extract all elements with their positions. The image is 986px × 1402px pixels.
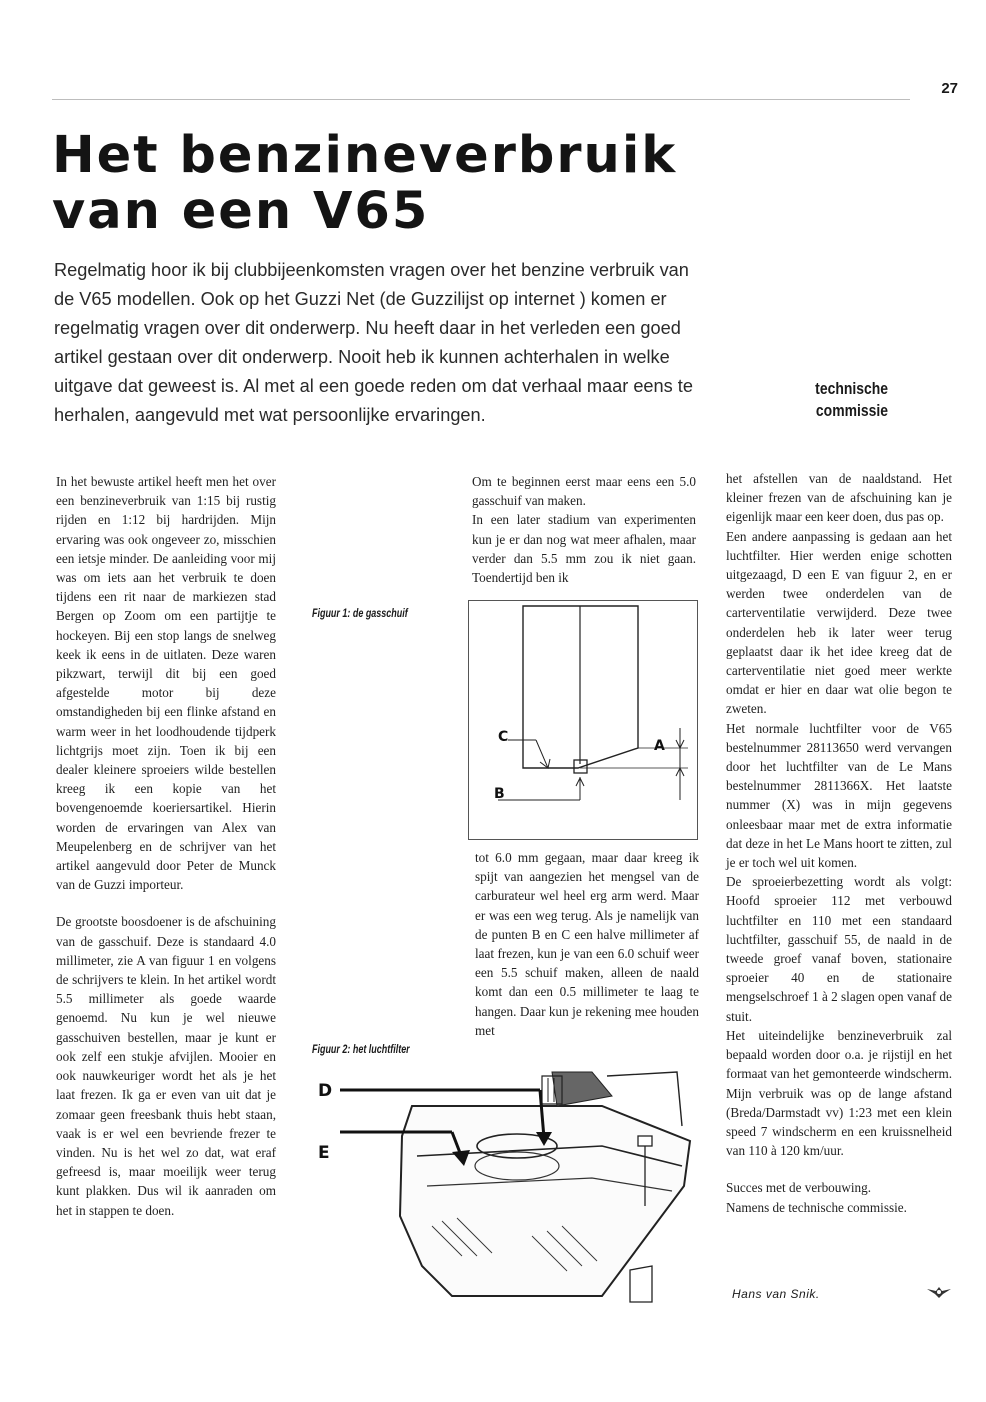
page-number: 27 [941,80,958,97]
col3-paragraph-2: Een andere aanpassing is gedaan aan het luchtfilter. Hier werden enige schotten uitgezaagd, D een E van figuur 2, en er werden twee onderdelen van de carterventilatie verwijderd. Deze twee onderdelen heb ik later weer terug geplaatst daar ik het idee kreeg dat de carterventilatie niet goed meer werkte omdat er hier en daar wat olie begon te zweten. [726,528,952,717]
author-signature: Hans van Snik. [732,1287,820,1301]
col2-paragraph-3: tot 6.0 mm gegaan, maar daar kreeg ik spijt van aangezien het mengsel van de carburateur wel heel erg arm werd. Maar er was een weg terug. Als je namelijk van de punten B en C een halve millimeter af laat frezen, kun je van een 6.0 schuif weer een 5.5 schuif maken, alleen de naald komt dan een 0.5 millimeter te laag te hangen. Daar kun je rekening mee houden met [475,850,699,1038]
col1-paragraph-2: De grootste boosdoener is de afschuining van de gasschuif. Deze is standaard 4.0 millimeter, zie A van figuur 1 en volgens de schrijvers te klein. In het artikel wordt 5.5 millimeter als goede waarde genoemd. Nu kun je wel nieuwe gasschuiven bestellen, maar je kunt er ook zelf een stukje afvijlen. Mooier en ook nauwkeuriger wordt het als je het laat frezen. Ik ga er even van uit dat je zomaar geen freesbank thuis hebt staan, vaak is er wel een bevriende frezer te vinden. Nu is het wel zo dat, wat eraf gefreesd is, maar moeilijk weer terug kunt plakken. Dus wil ik aanraden om het in stappen te doen. [56,914,276,1218]
fig1-label-a: A [654,738,665,754]
col2-paragraph-2: In een later stadium van experimenten kun je er dan nog wat meer afhalen, maar verder dan 5.5 mm zou ik niet gaan. Toendertijd ben ik [472,512,696,586]
col3-paragraph-6: Succes met de verbouwing. [726,1180,872,1196]
figure2-luchtfilter-drawing [312,1066,702,1306]
title-line-2: van een V65 [52,182,430,241]
eagle-logo-icon [926,1284,952,1300]
col3-paragraph-3: Het normale luchtfilter voor de V65 bestelnummer 28113650 werd vervangen door het luchtfilter van de Le Mans bestelnummer 2811366X. Het laatste nummer (X) was in mijn gegevens onleesbaar maar met de extra informatie dat deze in het Le Mans hoort te zitten, zul je er toch wel uit komen. [726,720,952,871]
title-line-1: Het benzineverbruik [52,126,678,185]
figure2-caption: Figuur 2: het luchtfilter [312,1044,410,1056]
column-1 [56,472,276,1220]
column-2-top [472,472,696,587]
intro-paragraph: Regelmatig hoor ik bij clubbijeenkomsten vragen over het benzine verbruik van de V65 modellen. Ook op het Guzzi Net (de Guzzilijst op internet ) komen er regelmatig vragen over dit onderwerp. Nu heeft daar in het verleden een goed artikel gestaan over dit onderwerp. Nooit heb ik kunnen achterhalen in welke uitgave dat geweest is. Al met al een goede reden om dat verhaal maar eens te herhalen, aangevuld met wat persoonlijke ervaringen. [54,260,693,425]
figure1-caption: Figuur 1: de gasschuif [312,608,408,620]
section-tag-line-2: commissie [815,401,888,420]
fig1-label-c: C [498,729,509,745]
column-3 [726,469,952,1217]
col3-paragraph-7: Namens de technische commissie. [726,1199,907,1215]
col3-paragraph-5: Het uiteindelijke benzineverbruik zal bepaald worden door o.a. je rijstijl en het formaat van het gemonteerde windscherm. Mijn verbruik was op de lange afstand (Breda/Darmstadt vv) 1:23 met een klein speed 7 windscherm en een kruissnelheid van 110 à 120 km/uur. [726,1027,952,1159]
section-tag-line-1: technische [815,379,888,398]
col3-paragraph-1: het afstellen van de naaldstand. Het kleiner frezen van de afschuining kan je eigenlijk maar een keer doen, dus pas op. [726,471,952,525]
col1-paragraph-1: In het bewuste artikel heeft men het over een benzineverbruik van 1:15 bij rustig rijden en 1:12 bij hardrijden. Mijn ervaring was ook ongeveer zo, misschien een ietsje minder. De aanleiding voor mij was om iets aan het verbruik te doen tijdens een rit naar de markiezen stad Bergen op Zoom om een partijtje te hockeyen. Bij een stop langs de snelweg keek ik eens in de uitlaten. Deze waren pikzwart, terwijl dit bij een goed afgestelde motor bij deze omstandigheden bij een flinke afstand en warm weer in het loodhoudende tijdperk lichtgrijs moet zijn. Toen ik bij een dealer kleinere sproeiers wilde bestellen kreeg ik een kopie van het bovengenoemde koeriersartikel. Hierin worden de ervaringen van Alex van Meupelenberg en de schrijver van het artikel aangevuld door Peter de Munck van de Guzzi importeur. [56,474,276,893]
fig2-label-e: E [318,1143,330,1163]
figure1-gasschuif-diagram [468,600,698,840]
col3-paragraph-4: De sproeierbezetting wordt als volgt: Hoofd sproeier 112 met verbouwd luchtfilter en 110 met een standaard luchtfilter, gasschuif 55, de naald in de tweede groef vanaf boven, stationaire sproeier 40 en de stationaire mengselschroef 1 à 2 slagen open vanaf de stuit. [726,874,952,1024]
article-title [52,128,752,240]
header-rule [52,99,910,100]
column-2-bottom [475,848,699,1040]
col2-paragraph-1: Om te beginnen eerst maar eens een 5.0 gasschuif van maken. [472,474,696,509]
section-tag [773,378,888,422]
fig2-label-d: D [318,1081,333,1101]
fig1-label-b: B [494,786,505,802]
